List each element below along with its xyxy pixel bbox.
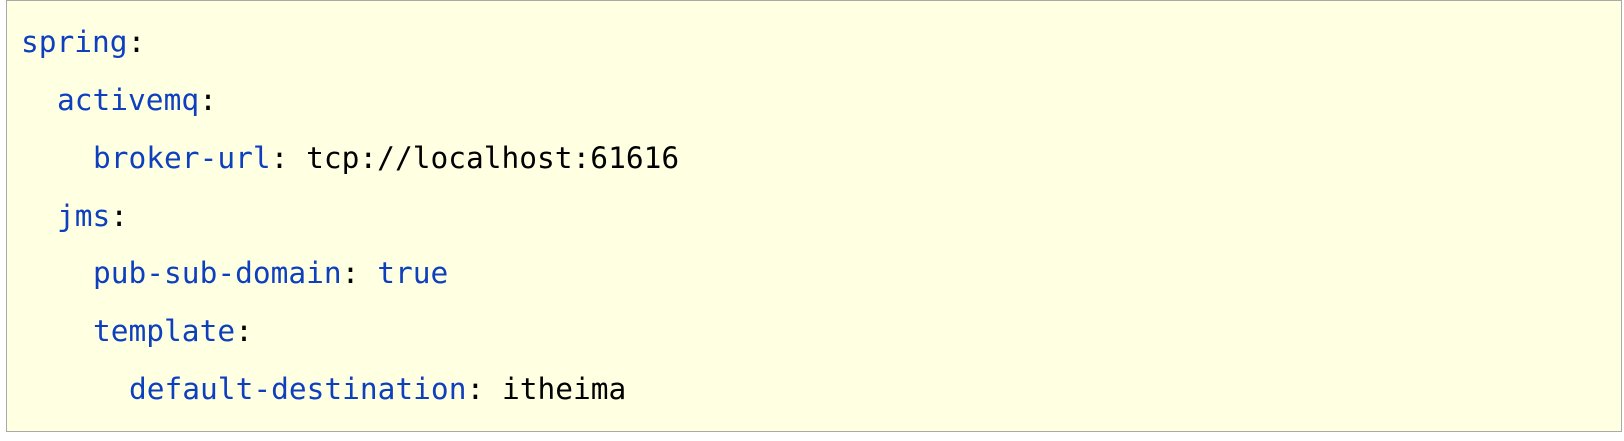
yaml-key: broker-url (93, 141, 271, 175)
yaml-key: pub-sub-domain (93, 256, 342, 290)
yaml-code-block (6, 0, 1622, 432)
yaml-separator: : (235, 314, 253, 348)
code-line-pub-sub-domain (21, 253, 448, 293)
code-line-broker-url (21, 138, 679, 178)
yaml-separator: : (270, 141, 307, 175)
yaml-value: true (377, 256, 449, 290)
yaml-separator: : (466, 372, 502, 406)
code-line-default-destination (21, 369, 626, 409)
code-line-activemq (21, 80, 217, 120)
yaml-key: jms (57, 199, 111, 233)
code-line-template (21, 311, 253, 351)
yaml-separator: : (127, 25, 146, 59)
code-line-spring (21, 22, 145, 62)
yaml-separator: : (341, 256, 378, 290)
code-line-jms (21, 196, 128, 236)
yaml-value: itheima (501, 372, 627, 406)
yaml-key: spring (21, 25, 128, 59)
yaml-separator: : (199, 83, 217, 117)
yaml-value: tcp://localhost:61616 (306, 141, 680, 175)
yaml-key: template (93, 314, 236, 348)
yaml-key: default-destination (129, 372, 467, 406)
yaml-key: activemq (57, 83, 200, 117)
yaml-separator: : (110, 199, 129, 233)
